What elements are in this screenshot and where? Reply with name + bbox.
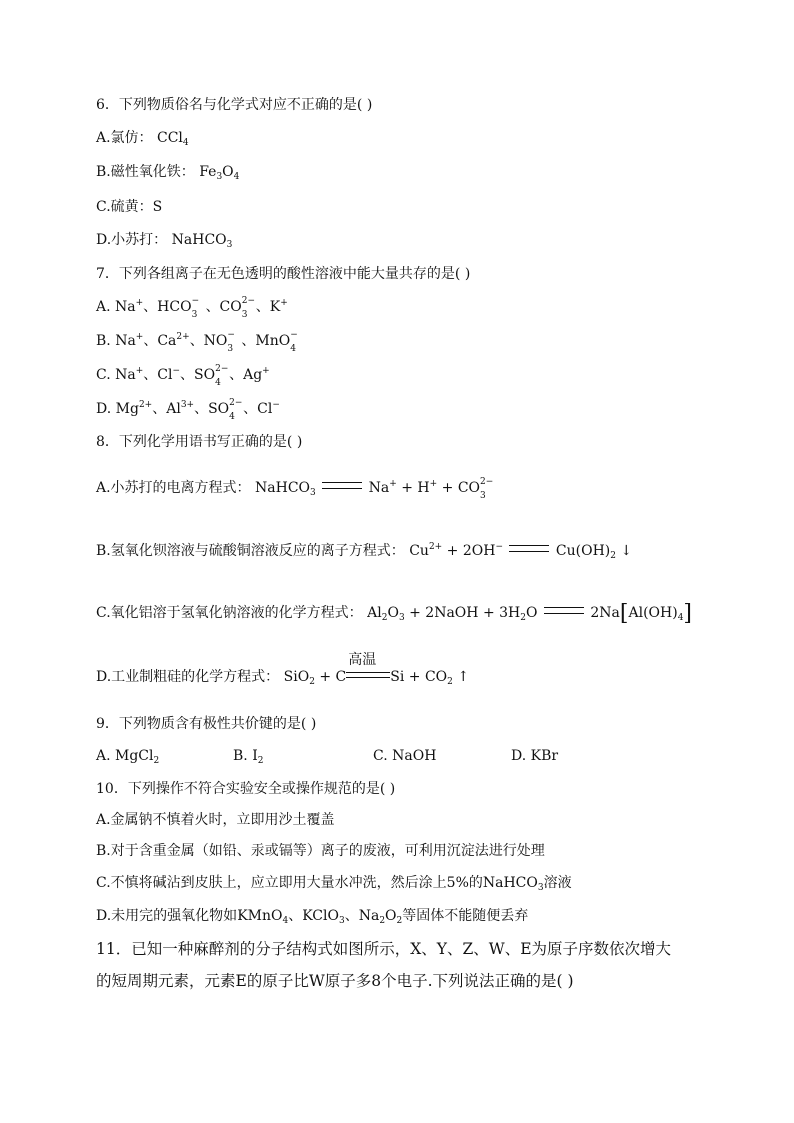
q9-stem: 9．下列物质含有极性共价键的是( ): [96, 716, 317, 732]
q8-stem: 8．下列化学用语书写正确的是( ): [96, 434, 303, 450]
q8-option-a: A.小苏打的电离方程式： NaHCO$_3$ Na+ + H+ + CO 2− 3: [96, 477, 494, 501]
q7-stem: 7．下列各组离子在无色透明的酸性溶液中能大量共存的是( ): [96, 266, 471, 282]
q9-option-d: D. KBr: [511, 748, 559, 764]
q10-option-a: A.金属钠不慎着火时，立即用沙土覆盖: [96, 812, 335, 828]
q6-option-d: D.小苏打： NaHCO$_3$: [96, 232, 233, 250]
q10-option-c: C.不慎将碱沾到皮肤上，应立即用大量水冲洗，然后涂上5%的NaHCO$_3$溶液: [96, 875, 572, 893]
q7-option-a: A. Na+、HCO − 3 、CO 2− 3 、K+: [96, 296, 288, 320]
q10-stem: 10．下列操作不符合实验安全或操作规范的是( ): [96, 781, 396, 797]
q7-option-d: D. $Mg^{2+}$、$Al^{3+}$、SO 2− 4 、Cl−: [96, 398, 280, 422]
q9-options: [96, 746, 558, 766]
reaction-condition: 高温: [346, 672, 390, 678]
q10-option-d: D.未用完的强氧化物如KMnO$_4$、KClO$_3$、$Na_2O_2$等固体不能随便丢弃: [96, 908, 529, 926]
q6-option-b: B.磁性氧化铁： $Fe_3O_4$: [96, 164, 240, 182]
q11-stem-line1: 11．已知一种麻醉剂的分子结构式如图所示，X、Y、Z、W、E为原子序数依次增大: [96, 940, 672, 958]
q8-option-d: D.工业制粗硅的化学方程式： SiO$_2$ + C 高温 $Si + CO_2$ ↑: [96, 652, 470, 687]
q7-option-c: C. Na+、Cl−、SO 2− 4 、Ag+: [96, 364, 270, 388]
q8-option-c: C.氧化铝溶于氢氧化钠溶液的化学方程式： $Al_2O_3$ + 2NaOH + $3H_2O$ $2Na[Al(OH)_4]$: [96, 601, 693, 626]
q6-option-a: A.氯仿： CCl$_4$: [96, 130, 189, 148]
q9-option-b: B. $I_2$: [233, 748, 264, 766]
q11-stem-line2: 的短周期元素，元素E的原子比W原子多8个电子.下列说法正确的是( ): [96, 972, 574, 990]
q6-stem: 6．下列物质俗名与化学式对应不正确的是( ): [96, 97, 373, 113]
q7-option-b: B. Na+、$Ca^{2+}$、NO − 3 、MnO − 4: [96, 330, 298, 354]
q8-option-b: B.氢氧化钡溶液与硫酸铜溶液反应的离子方程式： $Cu^{2+} + 2OH^-$ $Cu(OH)_2$ ↓: [96, 542, 633, 561]
q9-option-c: C. NaOH: [373, 748, 437, 764]
q10-option-b: B.对于含重金属（如铅、汞或镉等）离子的废液，可利用沉淀法进行处理: [96, 843, 545, 859]
q9-option-a: A. MgCl$_2$: [96, 748, 160, 766]
q6-option-c: C.硫黄：S: [96, 199, 163, 215]
